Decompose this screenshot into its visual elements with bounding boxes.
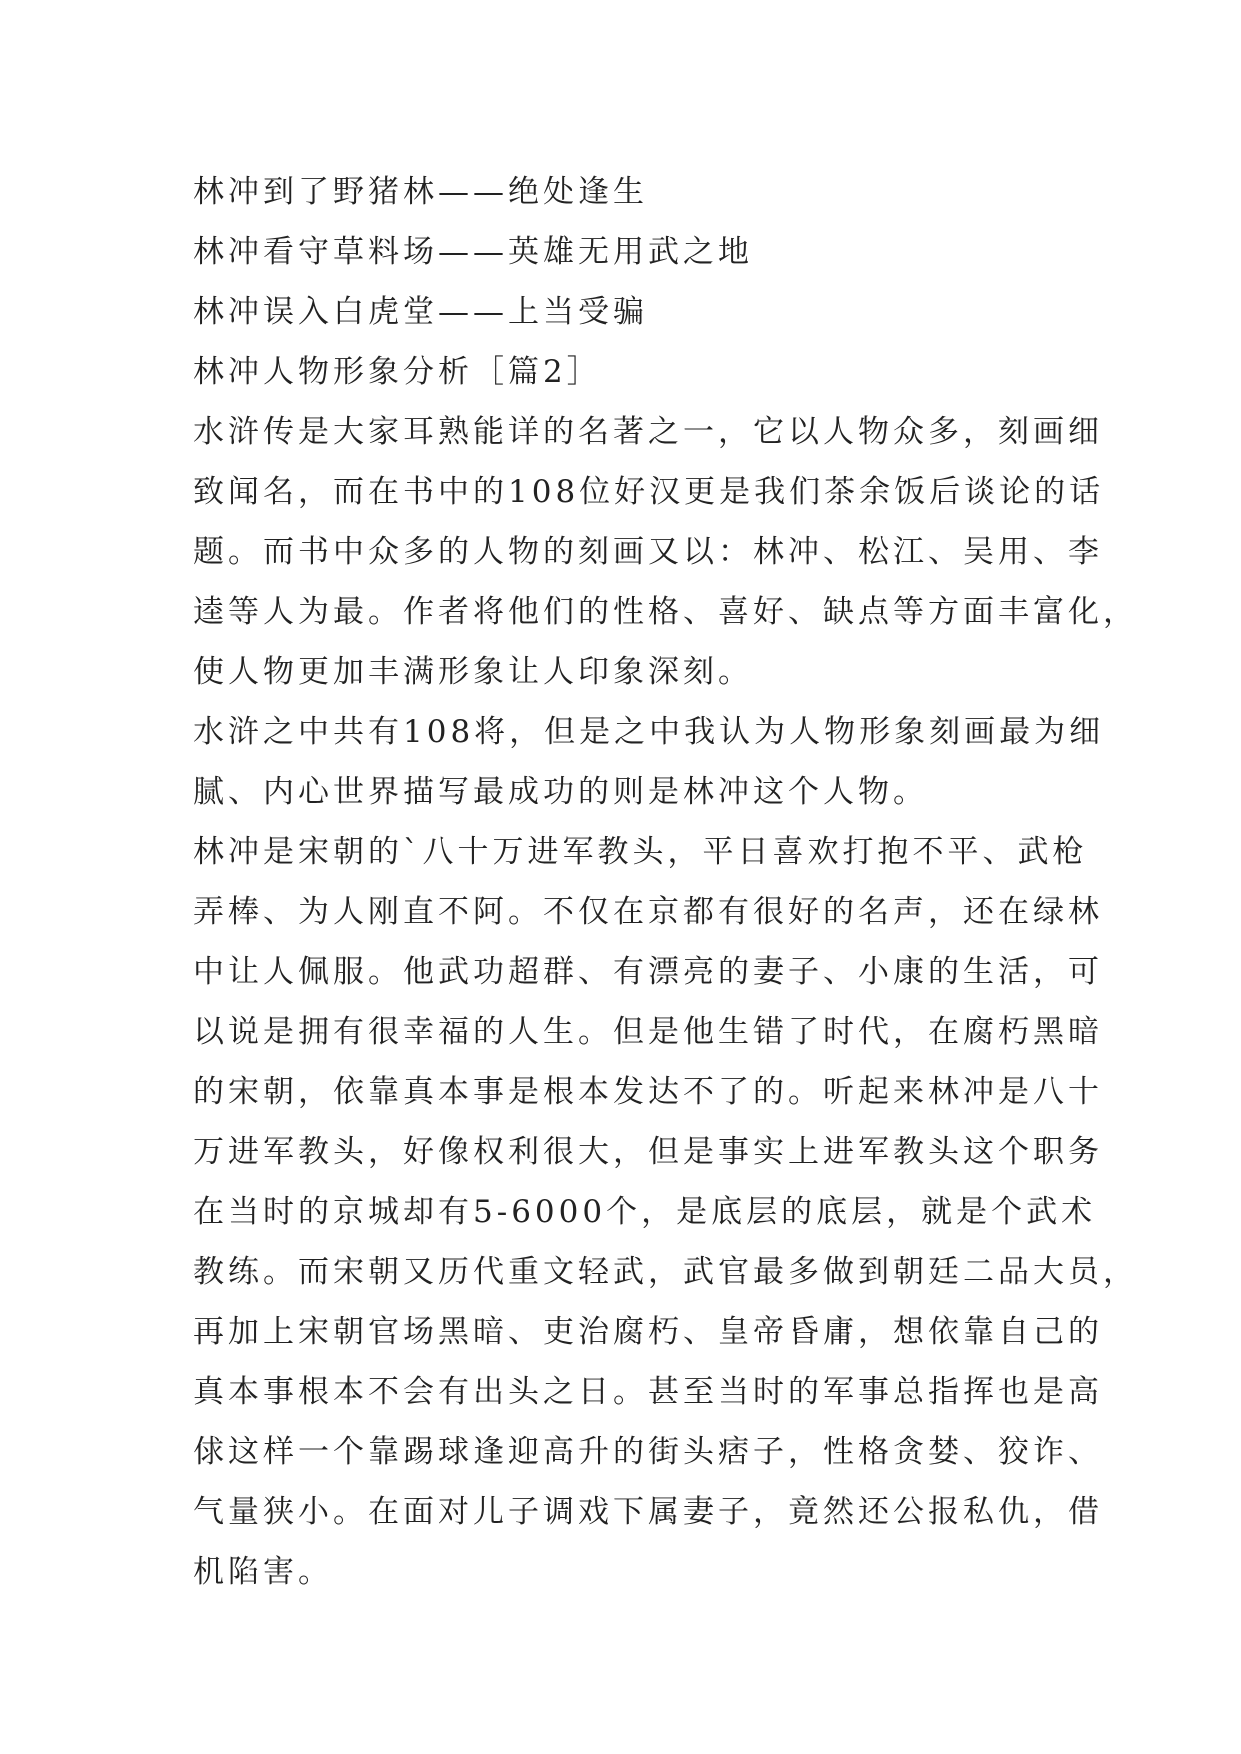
text-line: 水浒传是大家耳熟能详的名著之一，它以人物众多，刻画细 bbox=[193, 414, 1103, 450]
paragraph-3 bbox=[193, 822, 1138, 1602]
text-line: 中让人佩服。他武功超群、有漂亮的妻子、小康的生活，可 bbox=[193, 954, 1103, 990]
text-line: 以说是拥有很幸福的人生。但是他生错了时代，在腐朽黑暗 bbox=[193, 1014, 1103, 1050]
text-line: 林冲是宋朝的`八十万进军教头，平日喜欢打抱不平、武枪 bbox=[193, 834, 1088, 870]
text-line: 教练。而宋朝又历代重文轻武，武官最多做到朝廷二品大员， bbox=[193, 1254, 1138, 1290]
text-line: 再加上宋朝官场黑暗、吏治腐朽、皇帝昏庸，想依靠自己的 bbox=[193, 1314, 1103, 1350]
text-line: 机陷害。 bbox=[193, 1554, 333, 1590]
paragraph-2 bbox=[193, 702, 1105, 822]
text-line: 腻、内心世界描写最成功的则是林冲这个人物。 bbox=[193, 774, 928, 810]
text-line: 题。而书中众多的人物的刻画又以：林冲、松江、吴用、李 bbox=[193, 534, 1103, 570]
text-line: 万进军教头，好像权利很大，但是事实上进军教头这个职务 bbox=[193, 1134, 1103, 1170]
text-line: 真本事根本不会有出头之日。甚至当时的军事总指挥也是高 bbox=[193, 1374, 1103, 1410]
text-line: 逵等人为最。作者将他们的性格、喜好、缺点等方面丰富化， bbox=[193, 594, 1138, 630]
text-line: 气量狭小。在面对儿子调戏下属妻子，竟然还公报私仇，借 bbox=[193, 1494, 1103, 1530]
chapter-line-1: 林冲到了野猪林——绝处逢生 bbox=[193, 174, 648, 210]
chapter-line-2: 林冲看守草料场——英雄无用武之地 bbox=[193, 234, 753, 270]
section-title: 林冲人物形象分析［篇2］ bbox=[193, 354, 602, 390]
text-line: 在当时的京城却有5-6000个，是底层的底层，就是个武术 bbox=[193, 1194, 1097, 1230]
text-line: 弄棒、为人刚直不阿。不仅在京都有很好的名声，还在绿林 bbox=[193, 894, 1103, 930]
paragraph-1 bbox=[193, 402, 1138, 702]
text-line: 俅这样一个靠踢球逢迎高升的街头痞子，性格贪婪、狡诈、 bbox=[193, 1434, 1103, 1470]
document-body bbox=[193, 162, 1138, 1602]
text-line: 水浒之中共有108将，但是之中我认为人物形象刻画最为细 bbox=[193, 714, 1105, 750]
chapter-line-3: 林冲误入白虎堂——上当受骗 bbox=[193, 294, 648, 330]
text-line: 的宋朝，依靠真本事是根本发达不了的。听起来林冲是八十 bbox=[193, 1074, 1103, 1110]
text-line: 使人物更加丰满形象让人印象深刻。 bbox=[193, 654, 753, 690]
text-line: 致闻名，而在书中的108位好汉更是我们茶余饭后谈论的话 bbox=[193, 474, 1105, 510]
